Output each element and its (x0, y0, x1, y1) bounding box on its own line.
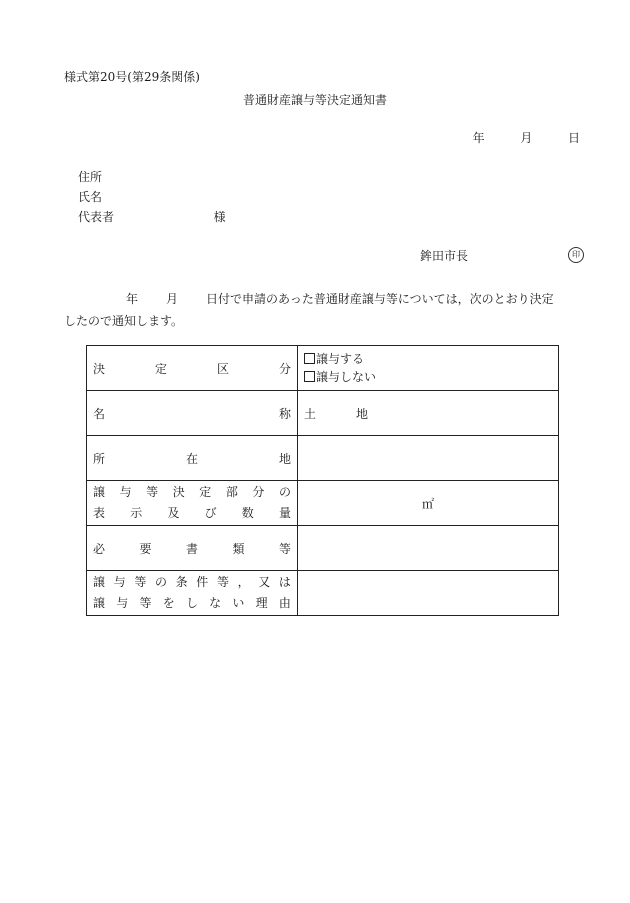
document-title: 普通財産譲与等決定通知書 (242, 93, 387, 107)
body-year: 年 (126, 292, 139, 306)
label-char: の (154, 575, 167, 589)
option-not-grant[interactable] (304, 368, 552, 386)
seal-mark: 印 (568, 247, 584, 263)
label-char: 条 (175, 575, 188, 589)
table-row (87, 391, 559, 436)
table-row (87, 526, 559, 571)
checkbox-not-grant[interactable] (304, 371, 315, 382)
row-label-name (87, 391, 298, 436)
label-char: 分 (252, 485, 265, 499)
area-value-cell[interactable] (298, 481, 559, 526)
date-month-label: 月 (520, 131, 533, 145)
label-char: 数 (241, 506, 254, 520)
conditions-value-cell[interactable] (298, 571, 559, 616)
label-char: 等 (134, 575, 147, 589)
table-row (87, 481, 559, 526)
name-label: 氏名 (78, 190, 103, 204)
label-char: 決 (93, 361, 106, 376)
label-char: 在 (185, 451, 198, 466)
label-char: 等 (278, 541, 291, 556)
option-grant[interactable] (304, 350, 552, 368)
label-char: 定 (154, 361, 167, 376)
label-char: 理 (255, 596, 268, 610)
label-char: 与 (113, 575, 126, 589)
representative-field (78, 209, 226, 225)
date-year-label: 年 (472, 131, 485, 145)
documents-value-cell[interactable] (298, 526, 559, 571)
row-label-documents (87, 526, 298, 571)
label-char: は (278, 575, 291, 589)
label-char: 決 (172, 485, 185, 499)
label-char: 書 (185, 541, 198, 556)
location-value-cell[interactable] (298, 436, 559, 481)
name-value-char: 土 (304, 406, 317, 421)
label-char: 称 (278, 406, 291, 421)
row-label-decision (87, 346, 298, 391)
label-char: 与 (116, 596, 129, 610)
label-char: 部 (225, 485, 238, 499)
date-line (473, 130, 580, 146)
body-month: 月 (166, 292, 179, 306)
date-day-label: 日 (567, 131, 580, 145)
address-label: 住所 (78, 170, 103, 184)
form-number: 様式第20号(第29条関係) (64, 70, 200, 84)
label-char: 示 (130, 506, 143, 520)
name-value-cell (298, 391, 559, 436)
decision-table (86, 345, 559, 616)
representative-label: 代表者 (78, 210, 115, 224)
decision-options-cell (298, 346, 559, 391)
label-char: 表 (93, 506, 106, 520)
label-char: 等 (216, 575, 229, 589)
label-char: 類 (232, 541, 245, 556)
label-char: 分 (278, 361, 291, 376)
checkbox-grant[interactable] (304, 353, 315, 364)
name-field (78, 189, 102, 205)
label-char: な (209, 596, 222, 610)
notice-line-2: したので通知します。 (64, 314, 184, 328)
row-label-location (87, 436, 298, 481)
name-value (304, 407, 368, 421)
table-row (87, 571, 559, 616)
label-char: 譲 (93, 596, 106, 610)
label-char: 件 (196, 575, 209, 589)
label-char: 等 (139, 596, 152, 610)
address-field (78, 169, 102, 185)
label-char: 区 (216, 361, 229, 376)
label-char: 定 (199, 485, 212, 499)
table-row (87, 346, 559, 391)
row-label-conditions (87, 571, 298, 616)
label-char: 名 (93, 406, 106, 421)
label-char: 与 (119, 485, 132, 499)
label-char: 所 (93, 451, 106, 466)
row-label-portion (87, 481, 298, 526)
label-char: し (185, 596, 198, 610)
label-char: 必 (93, 541, 106, 556)
notice-line-1 (64, 288, 582, 310)
label-char: の (278, 485, 291, 499)
honorific: 様 (213, 210, 226, 224)
label-char: を (162, 596, 175, 610)
body-text-1: 日付で申請のあった普通財産譲与等については，次のとおり決定 (206, 292, 554, 306)
issuer-title: 鉾田市長 (420, 249, 469, 263)
label-char: 要 (139, 541, 152, 556)
label-char: 地 (278, 451, 291, 466)
table-row (87, 436, 559, 481)
area-unit: ㎡ (421, 496, 434, 511)
label-char: 譲 (93, 575, 106, 589)
label-char: い (232, 596, 245, 610)
label-char: ， (237, 575, 250, 589)
label-char: び (204, 506, 217, 520)
label-char: 及 (167, 506, 180, 520)
notice-body (64, 288, 582, 332)
label-char: 量 (278, 506, 291, 520)
option-grant-label: 譲与する (316, 352, 365, 366)
name-value-char: 地 (356, 406, 369, 421)
label-char: 又 (258, 575, 271, 589)
label-char: 等 (146, 485, 159, 499)
option-not-grant-label: 譲与しない (316, 370, 377, 384)
label-char: 譲 (93, 485, 106, 499)
label-char: 由 (278, 596, 291, 610)
